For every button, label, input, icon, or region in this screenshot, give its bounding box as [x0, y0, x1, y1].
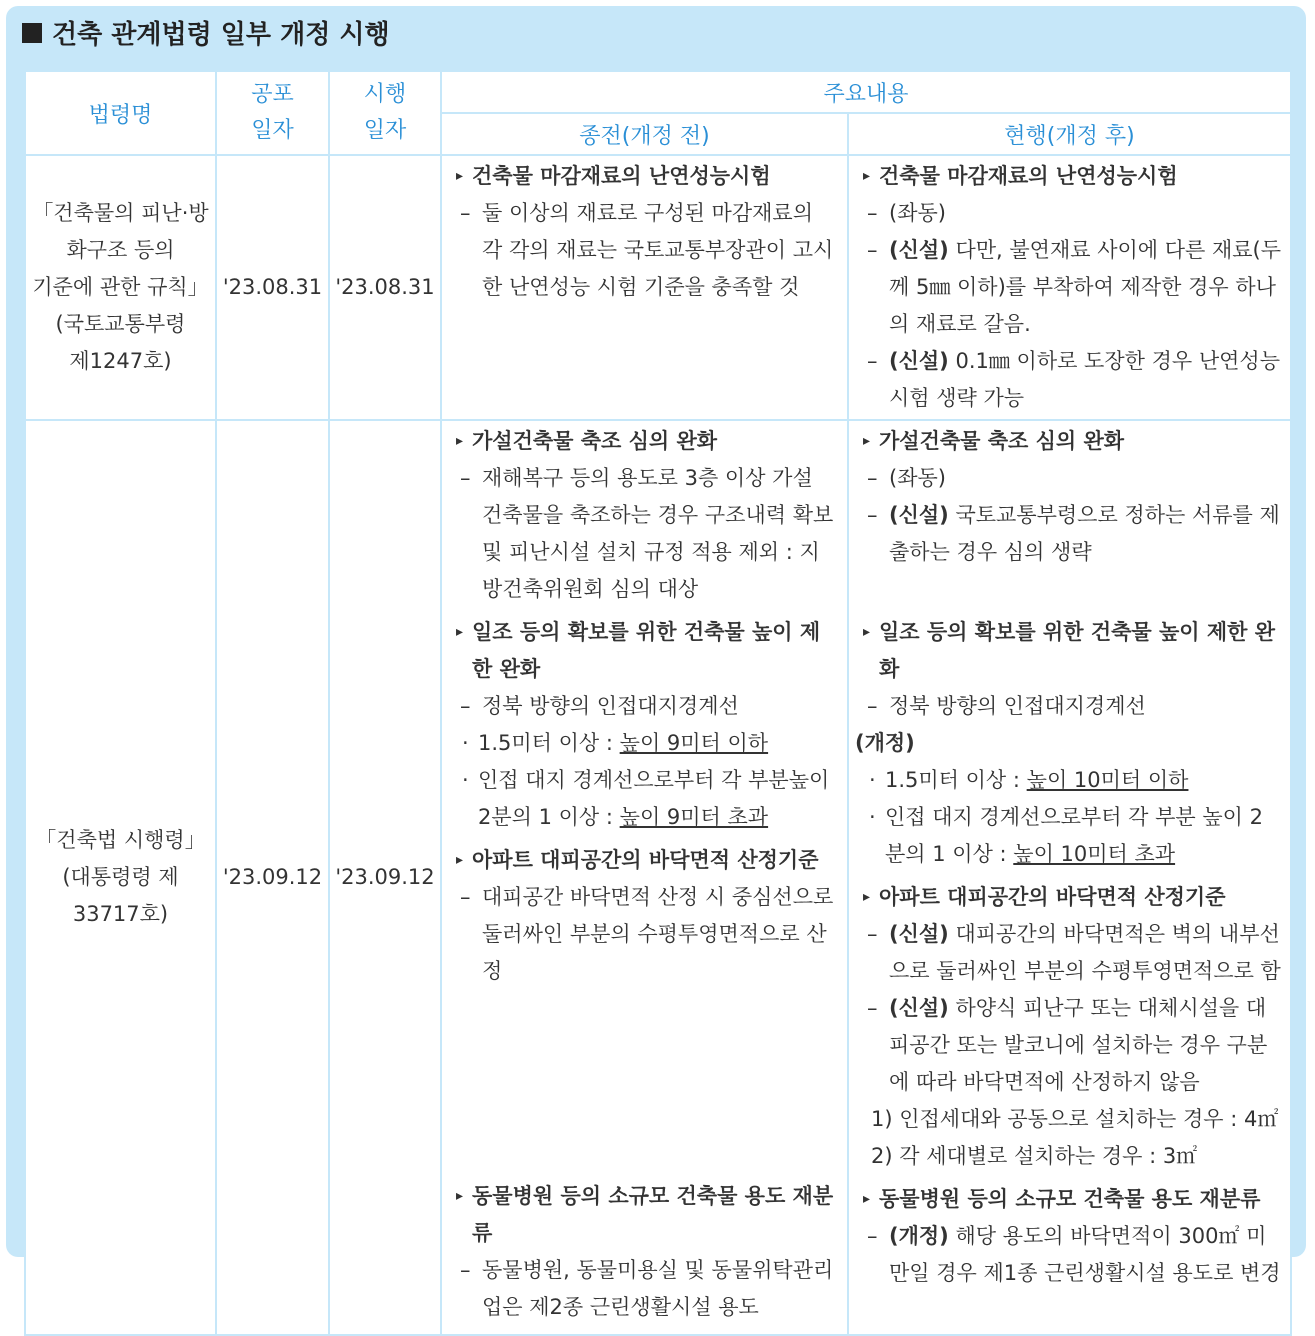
content-item: – 정북 방향의 인접대지경계선 — [460, 688, 839, 725]
content-item — [867, 497, 1282, 571]
item-text: 국토교통부령으로 정하는 서류를 제출하는 경우 심의 생략 — [889, 503, 1280, 564]
subitem-underlined: 높이 10미터 초과 — [1013, 842, 1176, 866]
item-tag: (신설) — [889, 503, 949, 527]
header-after: 현행(개정 후) — [848, 113, 1291, 155]
square-bullet-icon — [22, 23, 42, 43]
row1-law-line: 제1247호) — [69, 349, 172, 373]
subitem-text: 인접 대지 경계선으로부터 각 부분 높이 2분의 1 이상 : — [885, 805, 1263, 866]
item-tag: (신설) — [889, 922, 949, 946]
section-title-text: 건축 관계법령 일부 개정 시행 — [52, 20, 390, 50]
item-text: 다만, 불연재료 사이에 다른 재료(두께 5㎜ 이하)를 부착하여 제작한 경우 하나의 재료로 갈음. — [889, 238, 1282, 336]
row2-promulgation-date: '23.09.12 — [216, 420, 329, 1335]
item-tag: (개정) — [889, 1224, 949, 1248]
item-tag: (신설) — [889, 996, 949, 1020]
item-text: 0.1㎜ 이하로 도장한 경우 난연성능 시험 생략 가능 — [889, 349, 1280, 410]
row2-after — [848, 420, 1291, 1335]
subitem-underlined: 높이 10미터 이하 — [1026, 768, 1189, 792]
section-title — [22, 14, 390, 51]
header-promulgation — [216, 71, 329, 155]
header-enforcement-text: 시행 일자 — [363, 82, 407, 143]
row1-enforcement-date: '23.08.31 — [329, 155, 441, 420]
item-tag: (신설) — [889, 238, 949, 262]
subitem-text: 1.5미터 이상 : — [478, 731, 620, 755]
row2-law-line: 「건축법 시행령」 — [35, 828, 206, 852]
content-subitem — [867, 762, 1282, 799]
item-tag: (신설) — [889, 349, 949, 373]
content-item — [867, 990, 1282, 1101]
content-heading: ▸ 일조 등의 확보를 위한 건축물 높이 제한 완화 — [456, 614, 839, 688]
content-item: – 동물병원, 동물미용실 및 동물위탁관리업은 제2종 근린생활시설 용도 — [460, 1252, 839, 1326]
content-item: – (좌동) — [867, 460, 1282, 497]
content-heading: ▸ 건축물 마감재료의 난연성능시험 — [456, 158, 839, 195]
row2-law-line: 33717호) — [72, 902, 169, 926]
content-subitem — [867, 799, 1282, 873]
row1-law-line: (국토교통부령 — [55, 312, 186, 336]
content-item — [867, 232, 1282, 343]
content-item: – 재해복구 등의 용도로 3층 이상 가설 건축물을 축조하는 경우 구조내력 확보 및 피난시설 설치 규정 적용 제외 : 지방건축위원회 심의 대상 — [460, 460, 839, 608]
item-tag: (개정) — [855, 731, 915, 755]
row2-enforcement-date: '23.09.12 — [329, 420, 441, 1335]
row2-law-name — [25, 420, 216, 1335]
content-numbered-item: 1) 인접세대와 공동으로 설치하는 경우 : 4㎡ — [871, 1107, 1279, 1131]
header-promulgation-text: 공포 일자 — [251, 82, 294, 143]
content-heading: ▸ 동물병원 등의 소규모 건축물 용도 재분류 — [456, 1178, 839, 1252]
subitem-text: 1.5미터 이상 : — [885, 768, 1027, 792]
content-item — [867, 916, 1282, 990]
content-item: – 대피공간 바닥면적 산정 시 중심선으로 둘러싸인 부분의 수평투영면적으로 산정 — [460, 879, 839, 990]
subitem-text: 인접 대지 경계선으로부터 각 부분높이 2분의 1 이상 : — [478, 768, 830, 829]
content-heading: ▸ 가설건축물 축조 심의 완화 — [863, 423, 1282, 460]
row1-law-name — [25, 155, 216, 420]
content-subitem — [460, 725, 839, 762]
content-item — [867, 343, 1282, 417]
content-heading: ▸ 가설건축물 축조 심의 완화 — [456, 423, 839, 460]
law-table — [24, 70, 1292, 1336]
content-item — [867, 1218, 1282, 1292]
content-numbered-item: 2) 각 세대별로 설치하는 경우 : 3㎡ — [871, 1144, 1198, 1168]
content-item: – 정북 방향의 인접대지경계선 — [867, 688, 1282, 725]
row2-law-line: (대통령령 제 — [62, 865, 179, 889]
row1-before — [441, 155, 848, 420]
header-before: 종전(개정 전) — [441, 113, 848, 155]
subitem-underlined: 높이 9미터 초과 — [619, 805, 769, 829]
row1-law-line: 기준에 관한 규칙」 — [32, 275, 209, 299]
header-main-content: 주요내용 — [441, 71, 1291, 113]
content-item: – (좌동) — [867, 195, 1282, 232]
content-item: – 둘 이상의 재료로 구성된 마감재료의 각 각의 재료는 국토교통부장관이 고시한 난연성능 시험 기준을 충족할 것 — [460, 195, 839, 306]
content-heading: ▸ 아파트 대피공간의 바닥면적 산정기준 — [863, 879, 1282, 916]
subitem-underlined: 높이 9미터 이하 — [619, 731, 769, 755]
content-heading: ▸ 일조 등의 확보를 위한 건축물 높이 제한 완화 — [863, 614, 1282, 688]
row1-law-line: 「건축물의 피난·방 — [32, 201, 209, 225]
row2-before — [441, 420, 848, 1335]
content-subitem — [460, 762, 839, 836]
header-law-name: 법령명 — [25, 71, 216, 155]
row1-after — [848, 155, 1291, 420]
item-text: 하양식 피난구 또는 대체시설을 대피공간 또는 발코니에 설치하는 경우 구분에 따라 바닥면적에 산정하지 않음 — [889, 996, 1268, 1094]
content-heading: ▸ 건축물 마감재료의 난연성능시험 — [863, 158, 1282, 195]
content-heading: ▸ 동물병원 등의 소규모 건축물 용도 재분류 — [863, 1181, 1282, 1218]
row1-promulgation-date: '23.08.31 — [216, 155, 329, 420]
item-text: 대피공간의 바닥면적은 벽의 내부선으로 둘러싸인 부분의 수평투영면적으로 함 — [889, 922, 1281, 983]
row1-law-line: 화구조 등의 — [66, 238, 175, 262]
header-enforcement — [329, 71, 441, 155]
content-heading: ▸ 아파트 대피공간의 바닥면적 산정기준 — [456, 842, 839, 879]
item-text: 해당 용도의 바닥면적이 300㎡ 미만일 경우 제1종 근린생활시설 용도로 변경 — [889, 1224, 1281, 1285]
